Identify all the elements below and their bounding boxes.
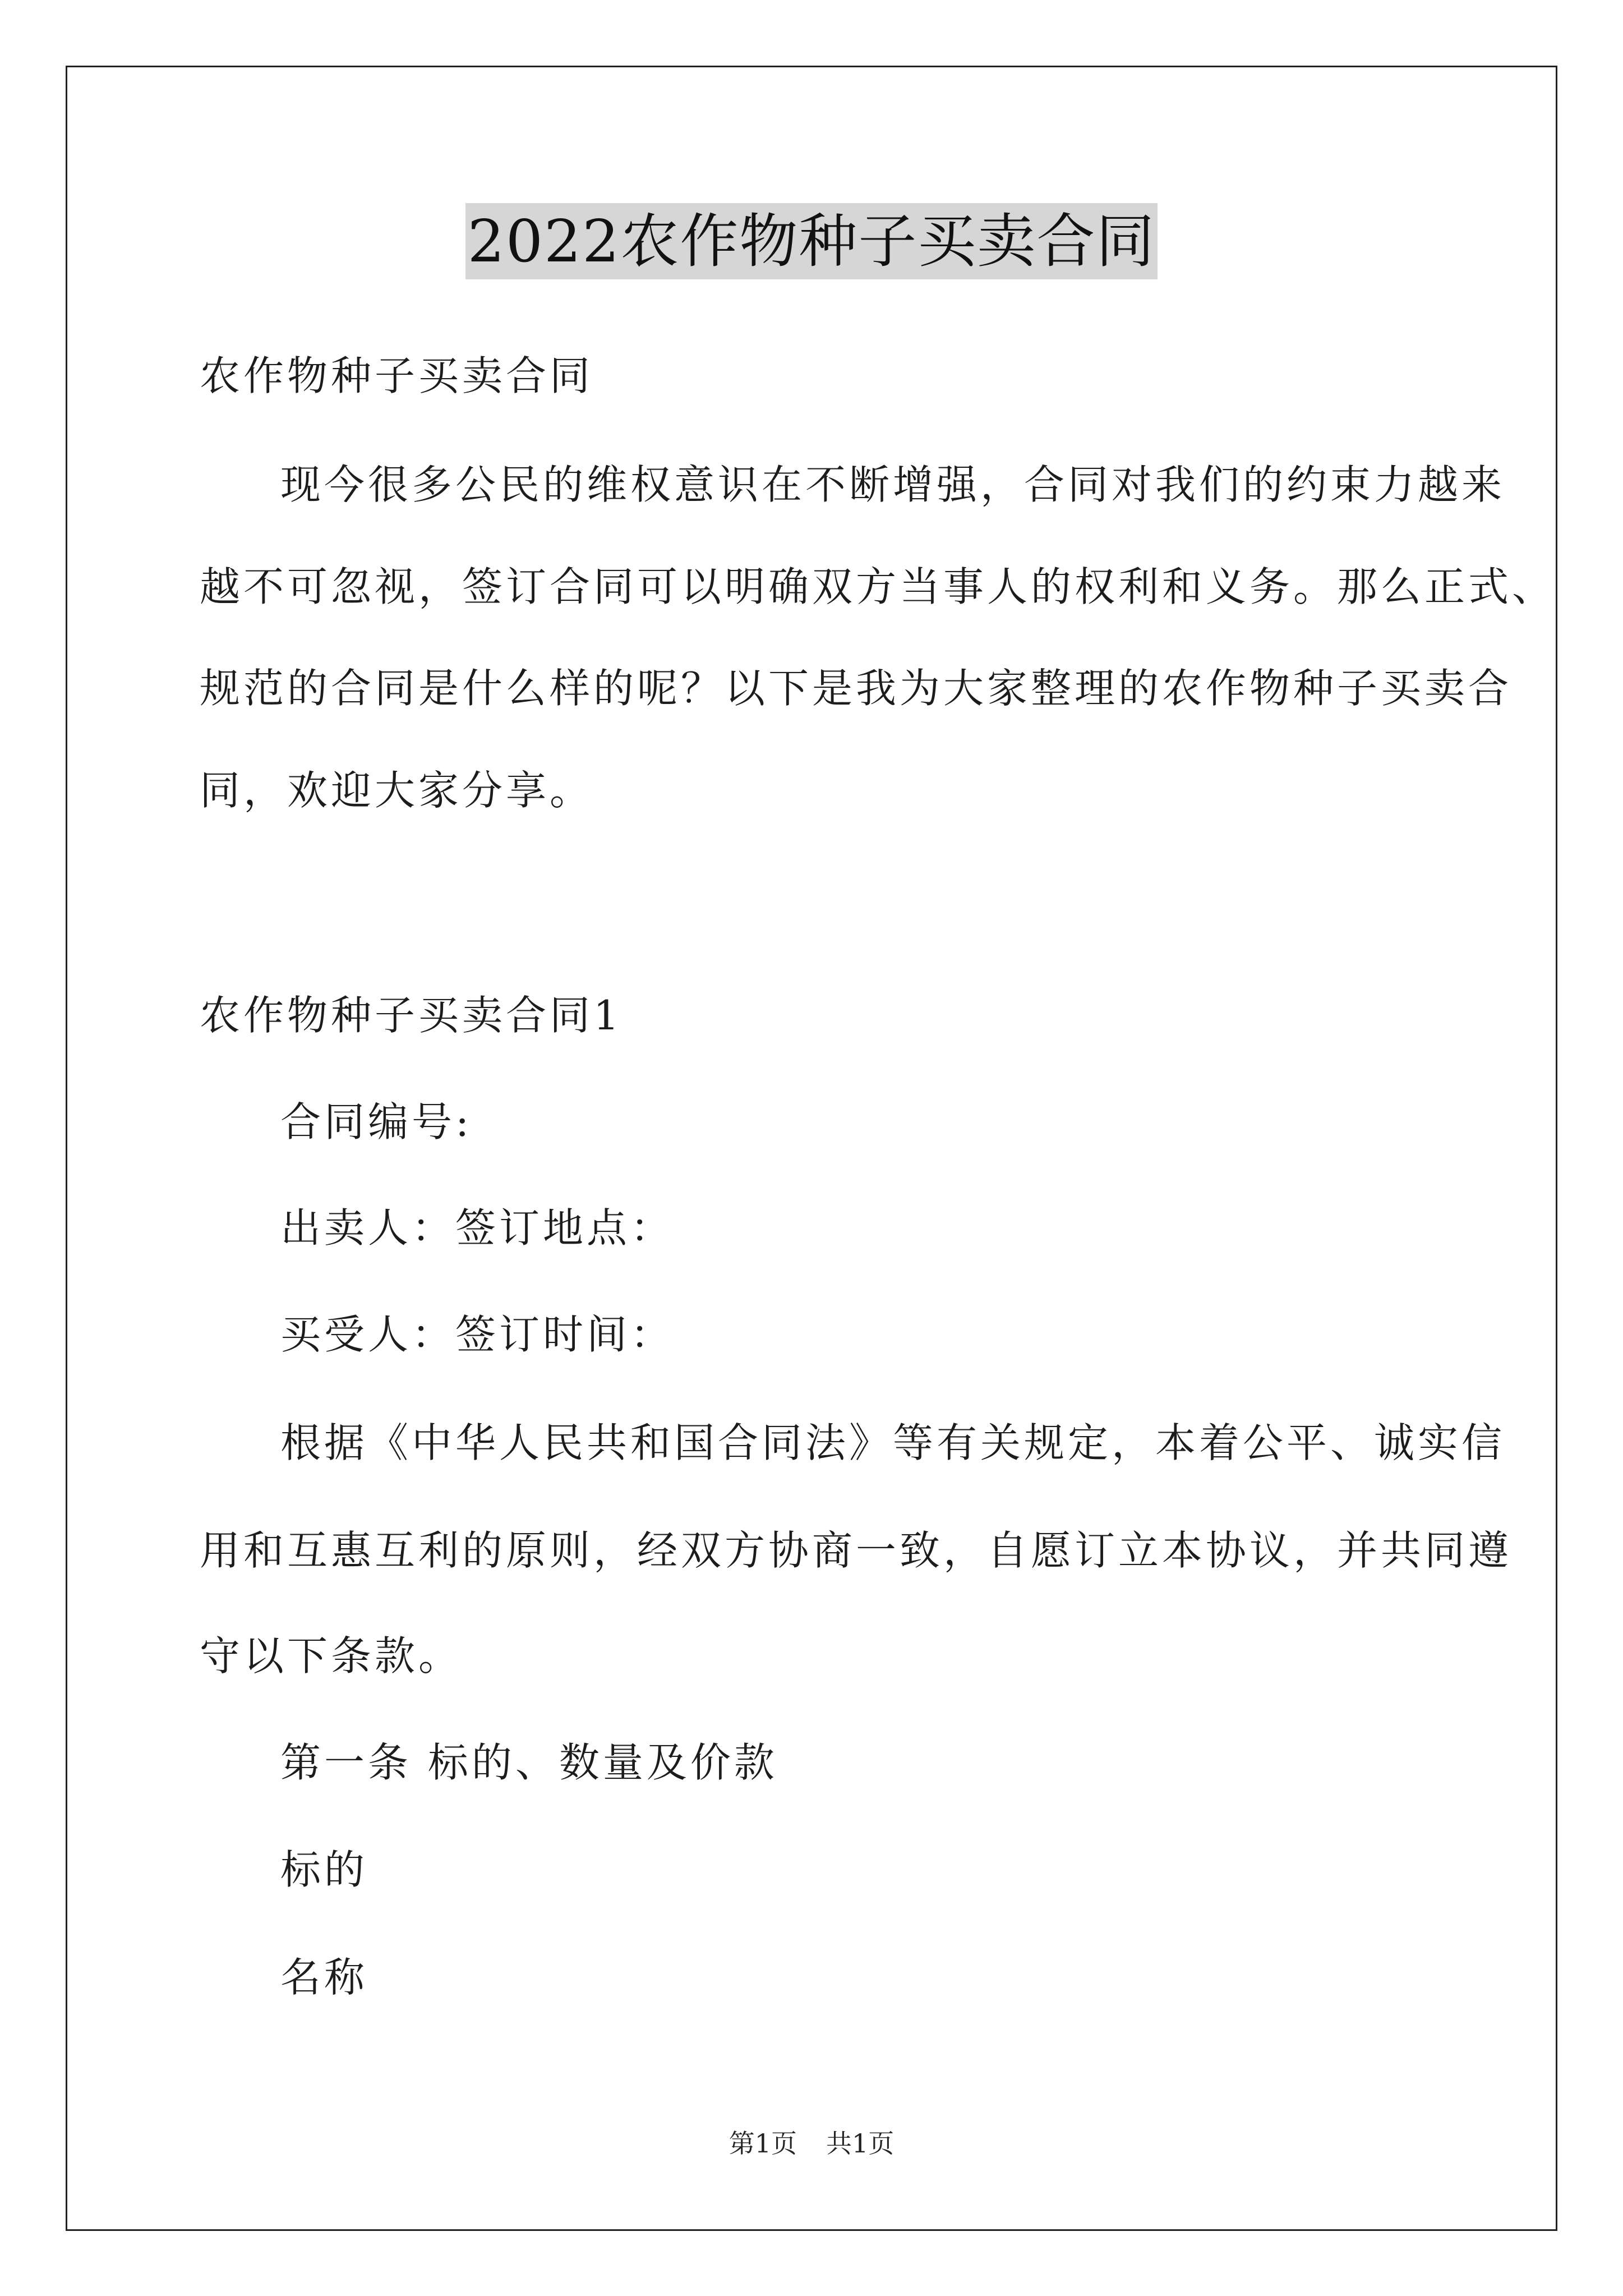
field-label: 名称 <box>280 1954 368 2001</box>
paragraph-line: 根据《中华人民共和国合同法》等有关规定，本着公平、诚实信 <box>280 1419 1506 1466</box>
seller-label: 出卖人：签订地点： <box>280 1204 675 1251</box>
section-heading: 农作物种子买卖合同 <box>200 352 594 399</box>
paragraph-line: 规范的合同是什么样的呢？以下是我为大家整理的农作物种子买卖合 <box>200 665 1513 712</box>
title-container <box>0 203 1623 279</box>
paragraph-line: 守以下条款。 <box>200 1632 463 1680</box>
page-total: 共1页 <box>826 2128 895 2159</box>
buyer-label: 买受人：签订时间： <box>280 1311 675 1358</box>
page-number: 第1页 <box>728 2128 797 2159</box>
paragraph-line: 越不可忽视，签订合同可以明确双方当事人的权利和义务。那么正式、 <box>200 563 1556 610</box>
section-heading: 农作物种子买卖合同1 <box>200 992 623 1039</box>
document-title: 2022农作物种子买卖合同 <box>465 203 1158 279</box>
paragraph-line: 现今很多公民的维权意识在不断增强，合同对我们的约束力越来 <box>280 461 1506 508</box>
article-heading: 第一条 标的、数量及价款 <box>280 1739 778 1786</box>
paragraph-line: 同，欢迎大家分享。 <box>200 767 594 814</box>
paragraph-line: 用和互惠互利的原则，经双方协商一致，自愿订立本协议，并共同遵 <box>200 1527 1513 1574</box>
field-label: 标的 <box>280 1846 368 1893</box>
page-footer <box>0 2127 1623 2160</box>
contract-number-label: 合同编号: <box>280 1098 473 1145</box>
